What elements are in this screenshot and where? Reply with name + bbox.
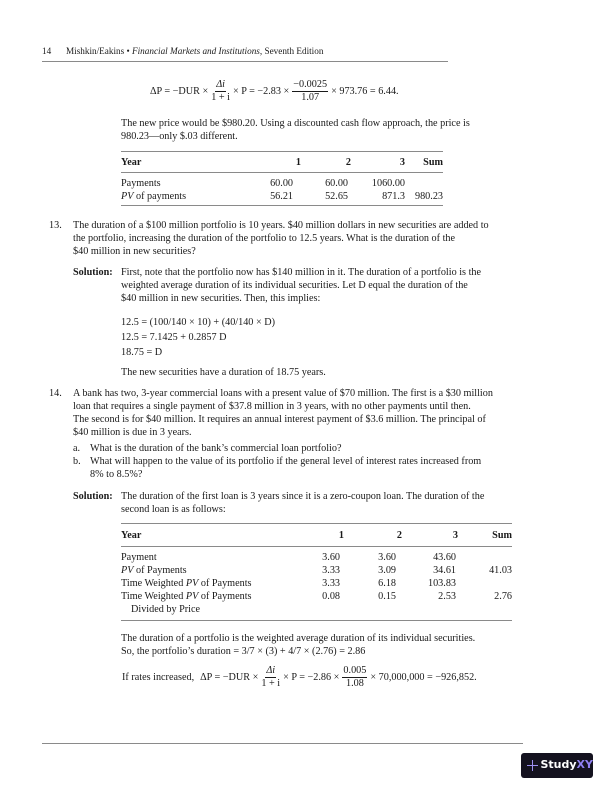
- table: [121, 156, 443, 169]
- row-label-italic: PV: [121, 191, 134, 202]
- table-cell: 41.03: [489, 565, 512, 576]
- eq1-mid: × P = −2.83 ×: [233, 85, 290, 97]
- eq2-fraction-2: $\frac{0.005}{1.08}$: [343, 665, 367, 689]
- solution-label: Solution:: [73, 491, 113, 502]
- column-header: 2: [396, 530, 402, 541]
- header-authors: Mishkin/Eakins: [66, 46, 125, 56]
- row-label: of Payments: [198, 578, 252, 589]
- header-edition: Seventh Edition: [264, 46, 324, 56]
- table-cell: 3.60: [322, 552, 340, 563]
- question-line: The second is for $40 million. It requires an annual interest payment of $3.6 million. The principal of: [73, 414, 486, 426]
- table-header-rule: [121, 546, 512, 547]
- solution-13-conclusion: The new securities have a duration of 18.75 years.: [121, 367, 326, 378]
- solution-line: second loan is as follows:: [121, 504, 226, 516]
- table-cell: 3.60: [378, 552, 396, 563]
- table-cell: 60.00: [270, 178, 293, 189]
- loan-duration-table: [121, 523, 512, 621]
- eq2-prefix: If rates increased,: [122, 671, 195, 683]
- table-cell: 2.76: [494, 591, 512, 602]
- table-cell: 3.09: [378, 565, 396, 576]
- question-line: The duration of a $100 million portfolio is 10 years. $40 million dollars in new securities are added to: [73, 220, 489, 231]
- studyxy-badge[interactable]: [521, 753, 593, 778]
- eq2-lhs: ΔP = −DUR ×: [200, 671, 259, 683]
- eq1-lhs: ΔP = −DUR ×: [150, 85, 209, 97]
- paragraph-line: 980.23—only $.03 different.: [121, 131, 238, 143]
- solution-13-equation-1: 12.5 = (100/140 × 10) + (40/140 × D): [121, 317, 275, 328]
- column-header: Year: [121, 157, 142, 168]
- footer-rule: [42, 743, 523, 744]
- row-label-italic: PV: [121, 565, 134, 576]
- table-row: [121, 577, 512, 590]
- row-label-italic: PV: [185, 591, 199, 602]
- question-number: 13.: [49, 220, 62, 231]
- table-cell: 43.60: [433, 552, 456, 563]
- page-number: 14: [42, 46, 52, 56]
- table-bottom-rule: [121, 620, 512, 621]
- table-cell: [405, 177, 443, 190]
- table-cell: 34.61: [433, 565, 456, 576]
- portfolio-duration-paragraph: [121, 632, 475, 658]
- column-header: 3: [452, 530, 458, 541]
- table-cell: [456, 577, 512, 590]
- solution-label: Solution:: [73, 267, 113, 278]
- solution-line: $40 million in new securities. Then, this implies:: [121, 293, 321, 305]
- bond-pv-table: [121, 151, 443, 206]
- question-line: $40 million in new securities?: [73, 246, 196, 258]
- new-price-paragraph: [121, 117, 470, 143]
- row-label: of Payments: [133, 565, 187, 576]
- brand-main: Study: [540, 758, 577, 772]
- duration-equation-2: [121, 665, 478, 689]
- table-cell: 52.65: [325, 191, 348, 202]
- row-label: Payments: [121, 178, 161, 189]
- table-row: [121, 177, 443, 190]
- row-label-italic: PV: [185, 578, 199, 589]
- question-line: loan that requires a single payment of $37.8 million in 3 years, with no other payments until then.: [73, 401, 471, 413]
- eq1-fraction-2: $\frac{-0.0025}{1.07}$: [293, 79, 328, 103]
- table-cell: 56.21: [270, 191, 293, 202]
- question-13: [49, 219, 489, 258]
- table-cell: 60.00: [325, 178, 348, 189]
- table-cell: 3.33: [322, 565, 340, 576]
- table-top-rule: [121, 523, 512, 524]
- brand-accent: XY: [576, 758, 593, 772]
- question-line: A bank has two, 3-year commercial loans with a present value of $70 million. The first is a $30 million: [73, 388, 493, 399]
- row-label: Time Weighted: [121, 591, 186, 602]
- running-header: [42, 46, 447, 58]
- header-book-title: Financial Markets and Institutions,: [132, 46, 263, 56]
- eq1-fraction-1: $\frac{\Delta i}{1 + i}$: [211, 79, 230, 103]
- column-header: 1: [338, 530, 344, 541]
- column-header: Sum: [423, 157, 443, 168]
- row-label: of payments: [133, 191, 187, 202]
- table-row: [121, 564, 512, 577]
- question-line: the portfolio, increasing the duration of the portfolio to 12.5 years. What is the duration of the: [73, 233, 456, 245]
- solution-line: The duration of the first loan is 3 years since it is a zero-coupon loan. The duration of the: [121, 491, 485, 502]
- part-line: What will happen to the value of its portfolio if the general level of interest rates increased from: [90, 456, 482, 467]
- table-cell: 6.18: [378, 578, 396, 589]
- plus-icon: [527, 760, 535, 771]
- solution-14: [73, 490, 484, 516]
- table-cell: 0.15: [378, 591, 396, 602]
- solution-line: First, note that the portfolio now has $140 million in it. The duration of a portfolio is the: [121, 267, 482, 278]
- row-label: Time Weighted: [121, 578, 186, 589]
- table-cell: 3.33: [322, 578, 340, 589]
- part-label: a.: [73, 443, 81, 454]
- table-bottom-rule: [121, 205, 443, 206]
- paragraph-line: The new price would be $980.20. Using a discounted cash flow approach, the price is: [121, 118, 470, 129]
- paragraph-line: The duration of a portfolio is the weighted average duration of its individual securities.: [121, 633, 476, 644]
- row-label: of Payments: [198, 591, 252, 602]
- question-14-part-a: [73, 442, 342, 455]
- solution-13-equation-3: 18.75 = D: [121, 347, 163, 358]
- part-line: 8% to 8.5%?: [90, 469, 143, 481]
- eq2-fraction-1: $\frac{\Delta i}{1 + i}$: [261, 665, 281, 689]
- part-label: b.: [73, 456, 81, 467]
- column-header: 2: [345, 157, 351, 168]
- paragraph-line: So, the portfolio’s duration = 3/7 × (3) + 4/7 × (2.76) = 2.86: [121, 646, 366, 658]
- table-row: [121, 190, 443, 203]
- solution-13: [73, 266, 481, 305]
- table-cell: 1060.00: [371, 178, 405, 189]
- question-number: 14.: [49, 388, 62, 399]
- eq1-rhs: × 973.76 = 6.44.: [331, 85, 399, 97]
- solution-line: weighted average duration of its individual securities. Let D equal the duration of the: [121, 280, 468, 292]
- question-14-part-b: [73, 455, 481, 481]
- table-cell: 871.3: [382, 191, 405, 202]
- table-header-row: [121, 529, 512, 542]
- table: [121, 529, 512, 542]
- header-bullet: •: [126, 46, 130, 56]
- column-header: Year: [121, 530, 142, 541]
- table-cell: [456, 551, 512, 564]
- header-rule: [42, 61, 448, 62]
- table-header-rule: [121, 172, 443, 173]
- column-header: 1: [295, 157, 301, 168]
- table-cell: 0.08: [322, 591, 340, 602]
- column-header: 3: [399, 157, 405, 168]
- part-line: What is the duration of the bank’s commercial loan portfolio?: [90, 443, 342, 454]
- eq2-mid: × P = −2.86 ×: [283, 671, 340, 683]
- question-14: [49, 387, 493, 439]
- table-body: [121, 551, 512, 616]
- question-line: $40 million is due in 3 years.: [73, 427, 192, 439]
- table-header-row: [121, 156, 443, 169]
- row-label: Payment: [121, 552, 157, 563]
- table-cell: 2.53: [438, 591, 456, 602]
- table-row: [121, 590, 512, 616]
- table-top-rule: [121, 151, 443, 152]
- table-body: [121, 177, 443, 203]
- row-label-continued: Divided by Price: [131, 604, 201, 615]
- eq2-rhs: × 70,000,000 = −926,852.: [370, 671, 477, 683]
- duration-equation-1: [149, 79, 400, 103]
- table-cell: 103.83: [427, 578, 456, 589]
- table-cell: 980.23: [414, 191, 443, 202]
- solution-13-equation-2: 12.5 = 7.1425 + 0.2857 D: [121, 332, 227, 343]
- table-row: [121, 551, 512, 564]
- column-header: Sum: [492, 530, 512, 541]
